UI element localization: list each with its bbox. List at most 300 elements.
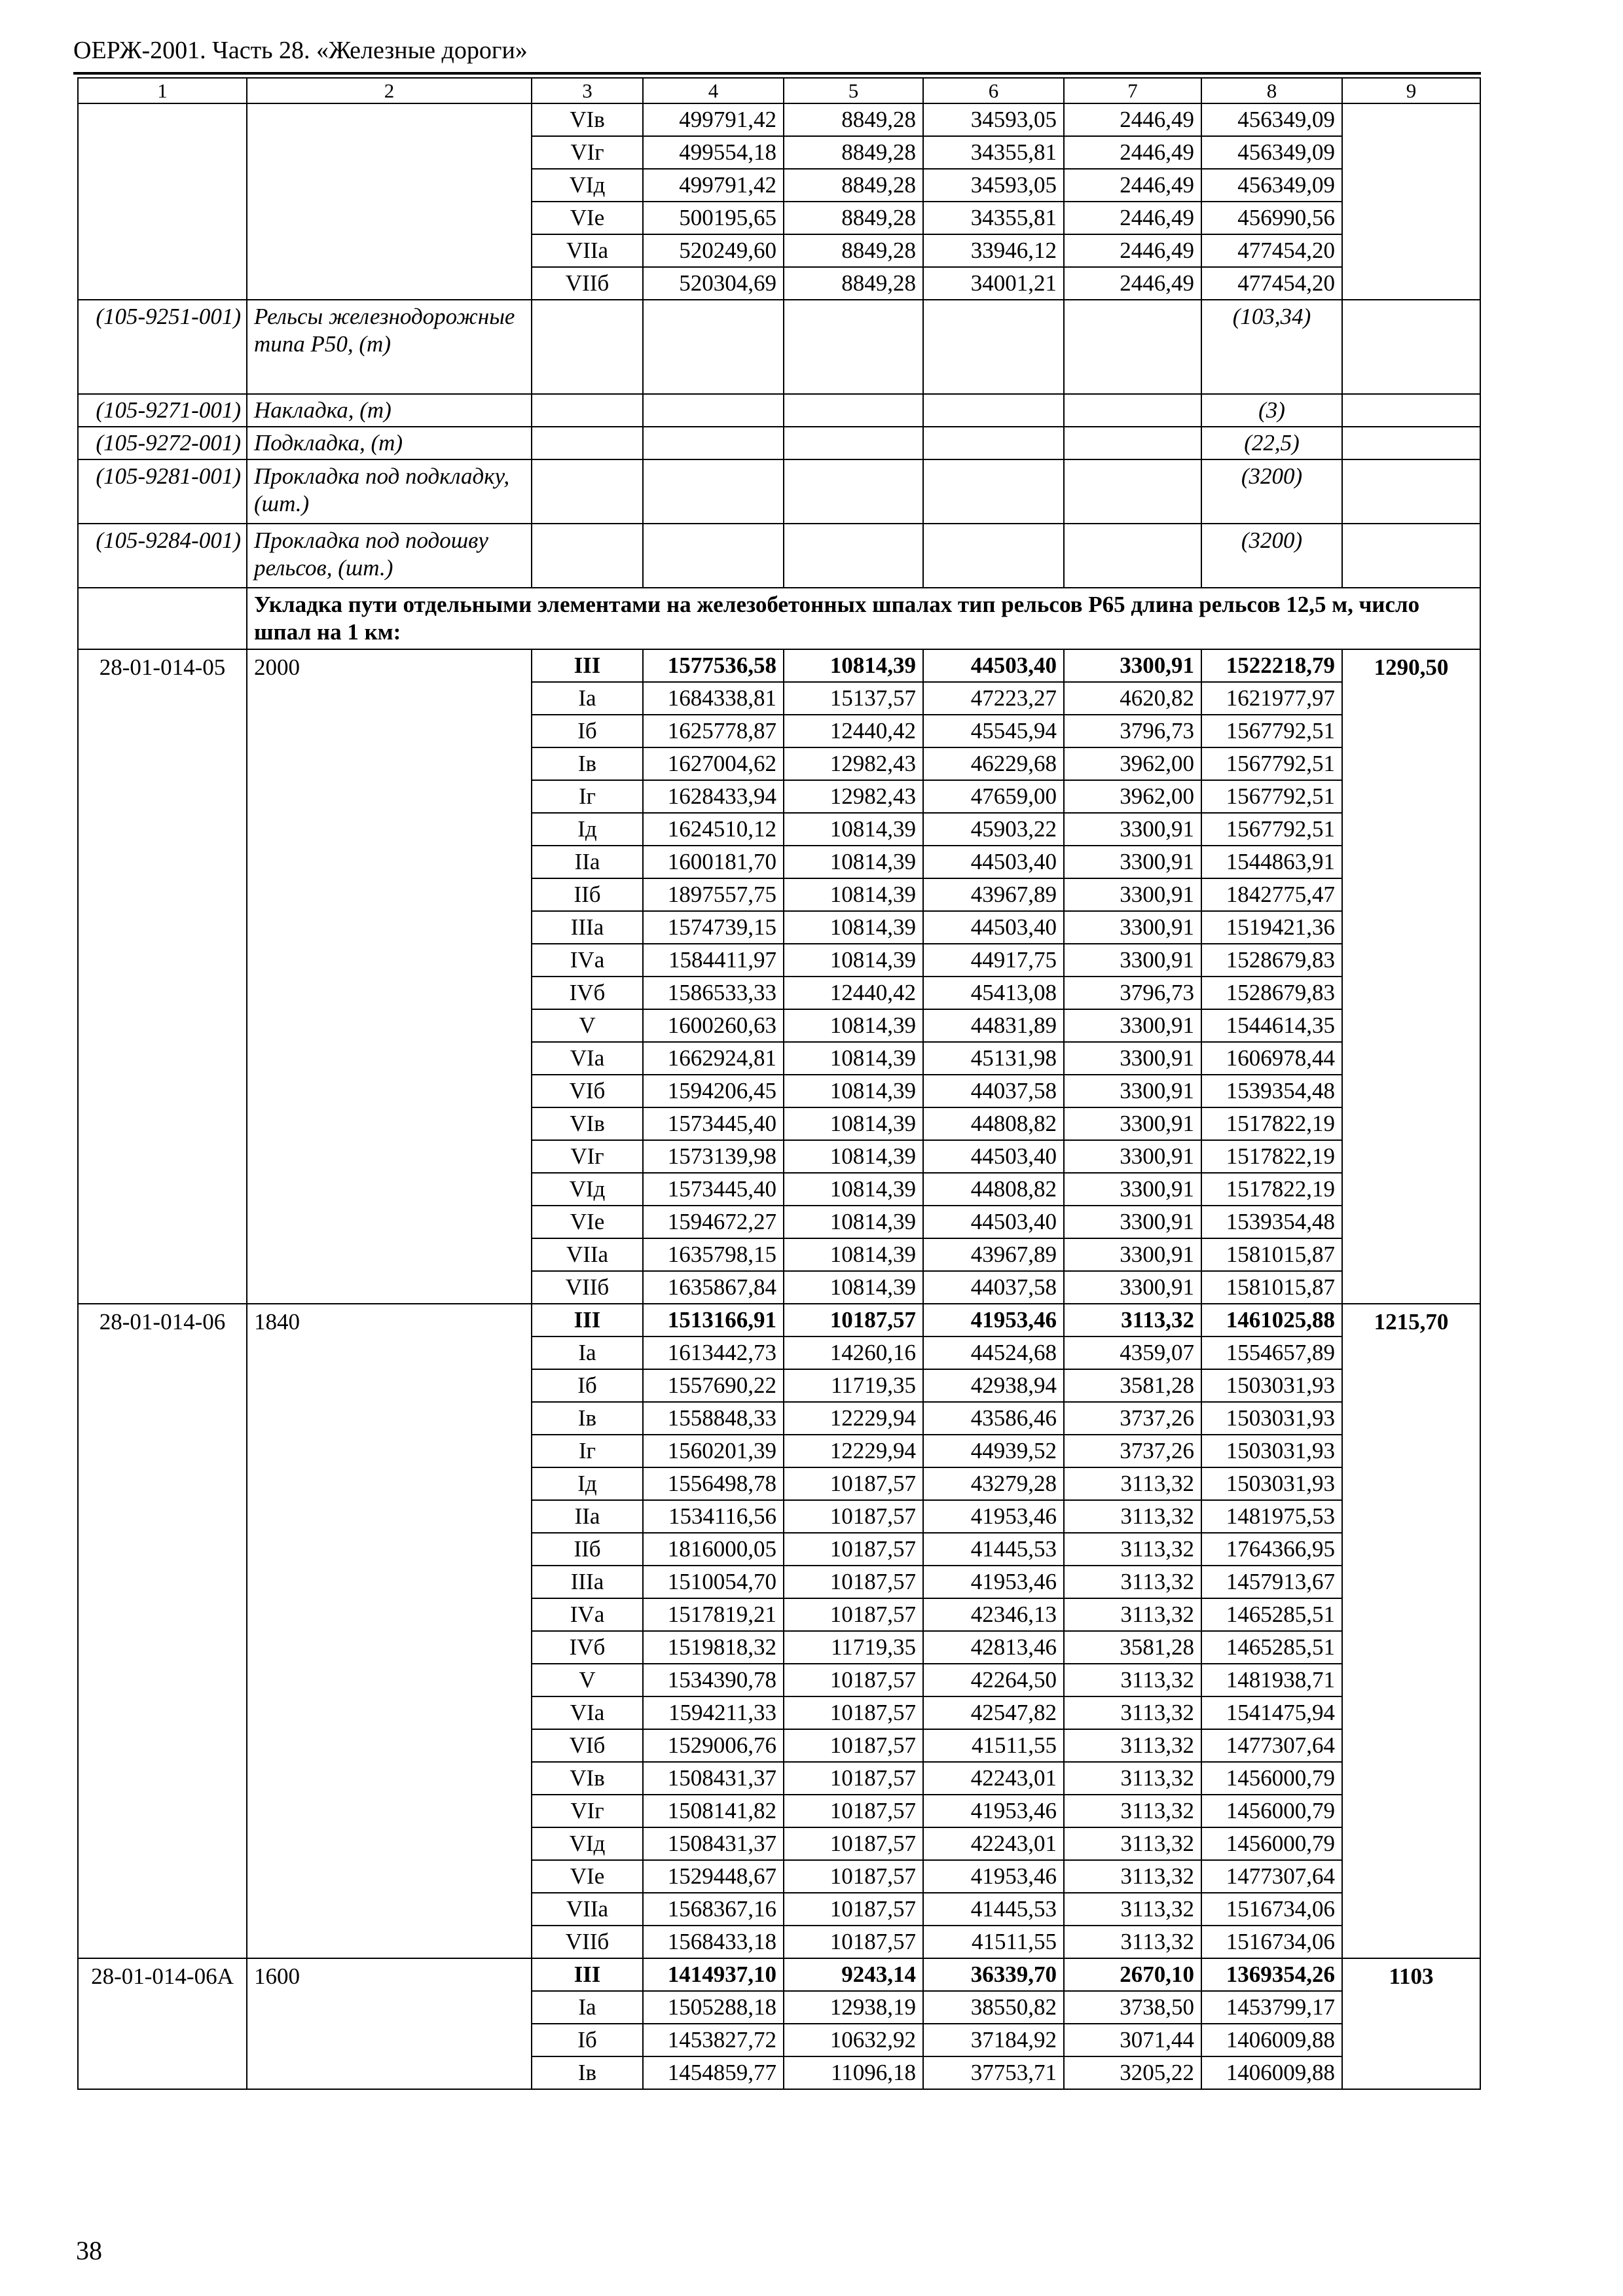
value-cell: 11719,35 — [784, 1631, 923, 1664]
value-cell: 1513166,91 — [643, 1304, 784, 1336]
zone-cell: VIд — [532, 169, 643, 202]
value-cell: 3113,32 — [1064, 1467, 1201, 1500]
value-cell: 44503,40 — [923, 911, 1064, 944]
value-cell: 4359,07 — [1064, 1336, 1201, 1369]
value-cell: 43586,46 — [923, 1402, 1064, 1435]
value-cell: 3962,00 — [1064, 747, 1201, 780]
value-cell: 3300,91 — [1064, 1206, 1201, 1238]
value-cell: 3300,91 — [1064, 846, 1201, 878]
value-cell: 1465285,51 — [1201, 1631, 1342, 1664]
value-cell: 1560201,39 — [643, 1435, 784, 1467]
value-cell: 41953,46 — [923, 1795, 1064, 1827]
value-cell: 2446,49 — [1064, 103, 1201, 136]
value-cell: 1567792,51 — [1201, 780, 1342, 813]
zone-cell: IVб — [532, 1631, 643, 1664]
value-cell: 3113,32 — [1064, 1827, 1201, 1860]
value-cell: 1503031,93 — [1201, 1435, 1342, 1467]
material-name: Накладка, (т) — [247, 394, 532, 427]
value-cell: 1606978,44 — [1201, 1042, 1342, 1075]
material-code: (105-9281-001) — [78, 459, 247, 524]
value-cell: 10814,39 — [784, 1075, 923, 1107]
value-cell: 1627004,62 — [643, 747, 784, 780]
table-row — [78, 1958, 1480, 1991]
material-name: Прокладка под подошву рельсов, (шт.) — [247, 524, 532, 588]
value-cell: 1567792,51 — [1201, 747, 1342, 780]
value-cell: 1529006,76 — [643, 1729, 784, 1762]
value-cell: 1406009,88 — [1201, 2024, 1342, 2056]
empty-cell — [784, 524, 923, 588]
value-cell: 10814,39 — [784, 1238, 923, 1271]
header-rule — [73, 72, 1481, 75]
empty-cell — [1342, 427, 1480, 459]
value-cell: 1528679,83 — [1201, 944, 1342, 977]
value-cell: 10814,39 — [784, 1271, 923, 1304]
value-cell: 44917,75 — [923, 944, 1064, 977]
value-cell: 3113,32 — [1064, 1795, 1201, 1827]
value-cell: 3300,91 — [1064, 1173, 1201, 1206]
value-cell: 43967,89 — [923, 878, 1064, 911]
empty-cell — [1342, 459, 1480, 524]
empty-cell — [532, 300, 643, 394]
zone-cell: VIе — [532, 202, 643, 234]
value-cell: 37753,71 — [923, 2056, 1064, 2089]
zone-cell: Iв — [532, 1402, 643, 1435]
zone-cell: Iб — [532, 1369, 643, 1402]
empty-cell — [1342, 394, 1480, 427]
value-cell: 1573139,98 — [643, 1140, 784, 1173]
page-header: ОЕРЖ-2001. Часть 28. «Железные дороги» — [73, 37, 528, 64]
value-cell: 42547,82 — [923, 1696, 1064, 1729]
value-cell: 44808,82 — [923, 1107, 1064, 1140]
zone-cell: VIг — [532, 136, 643, 169]
empty-cell — [784, 394, 923, 427]
value-cell: 10187,57 — [784, 1566, 923, 1598]
blank-c9-cell — [1342, 103, 1480, 300]
zone-cell: VIг — [532, 1140, 643, 1173]
zone-cell: IIб — [532, 1533, 643, 1566]
table-row — [78, 649, 1480, 682]
column-number: 5 — [784, 78, 923, 103]
material-code: (105-9271-001) — [78, 394, 247, 427]
empty-cell — [78, 588, 247, 649]
value-cell: 3300,91 — [1064, 1140, 1201, 1173]
value-cell: 10814,39 — [784, 649, 923, 682]
value-cell: 1567792,51 — [1201, 813, 1342, 846]
value-cell: 3300,91 — [1064, 1042, 1201, 1075]
value-cell: 1842775,47 — [1201, 878, 1342, 911]
value-cell: 3581,28 — [1064, 1631, 1201, 1664]
value-cell: 46229,68 — [923, 747, 1064, 780]
value-cell: 1557690,22 — [643, 1369, 784, 1402]
value-cell: 3300,91 — [1064, 813, 1201, 846]
zone-cell: VIг — [532, 1795, 643, 1827]
zone-cell: VIе — [532, 1860, 643, 1893]
zone-cell: IVа — [532, 944, 643, 977]
empty-cell — [643, 427, 784, 459]
value-cell: 499791,42 — [643, 169, 784, 202]
value-cell: 10814,39 — [784, 1107, 923, 1140]
value-cell: 1764366,95 — [1201, 1533, 1342, 1566]
value-cell: 1816000,05 — [643, 1533, 784, 1566]
value-cell: 3113,32 — [1064, 1860, 1201, 1893]
material-qty: (3) — [1201, 394, 1342, 427]
value-cell: 1625778,87 — [643, 715, 784, 747]
value-cell: 8849,28 — [784, 103, 923, 136]
value-cell: 456349,09 — [1201, 169, 1342, 202]
value-cell: 3737,26 — [1064, 1435, 1201, 1467]
value-cell: 3113,32 — [1064, 1500, 1201, 1533]
value-cell: 4620,82 — [1064, 682, 1201, 715]
value-cell: 3300,91 — [1064, 649, 1201, 682]
value-cell: 9243,14 — [784, 1958, 923, 1991]
zone-cell: Iа — [532, 1336, 643, 1369]
value-cell: 3300,91 — [1064, 1075, 1201, 1107]
zone-cell: VIа — [532, 1696, 643, 1729]
value-cell: 1635867,84 — [643, 1271, 784, 1304]
table-row — [78, 1304, 1480, 1336]
value-cell: 3300,91 — [1064, 944, 1201, 977]
value-cell: 41953,46 — [923, 1566, 1064, 1598]
empty-cell — [923, 394, 1064, 427]
zone-cell: IVб — [532, 977, 643, 1009]
value-cell: 44503,40 — [923, 1140, 1064, 1173]
value-cell: 42243,01 — [923, 1762, 1064, 1795]
value-cell: 14260,16 — [784, 1336, 923, 1369]
value-cell: 1541475,94 — [1201, 1696, 1342, 1729]
value-cell: 37184,92 — [923, 2024, 1064, 2056]
empty-cell — [923, 524, 1064, 588]
value-cell: 1503031,93 — [1201, 1369, 1342, 1402]
column-number: 6 — [923, 78, 1064, 103]
value-cell: 1517822,19 — [1201, 1107, 1342, 1140]
labor-cost: 1103 — [1342, 1958, 1480, 2089]
value-cell: 1522218,79 — [1201, 649, 1342, 682]
value-cell: 500195,65 — [643, 202, 784, 234]
empty-cell — [643, 459, 784, 524]
zone-cell: Iа — [532, 1991, 643, 2024]
value-cell: 3300,91 — [1064, 1271, 1201, 1304]
zone-cell: VIв — [532, 103, 643, 136]
value-cell: 477454,20 — [1201, 234, 1342, 267]
value-cell: 3113,32 — [1064, 1926, 1201, 1958]
zone-cell: Iд — [532, 1467, 643, 1500]
value-cell: 3300,91 — [1064, 911, 1201, 944]
value-cell: 41511,55 — [923, 1729, 1064, 1762]
value-cell: 10187,57 — [784, 1762, 923, 1795]
value-cell: 8849,28 — [784, 234, 923, 267]
value-cell: 45545,94 — [923, 715, 1064, 747]
norm-code: 28-01-014-06А — [78, 1958, 247, 2089]
value-cell: 10187,57 — [784, 1598, 923, 1631]
value-cell: 1461025,88 — [1201, 1304, 1342, 1336]
zone-cell: V — [532, 1009, 643, 1042]
zone-cell: Iг — [532, 1435, 643, 1467]
value-cell: 1897557,75 — [643, 878, 784, 911]
empty-cell — [1064, 524, 1201, 588]
value-cell: 43967,89 — [923, 1238, 1064, 1271]
zone-cell: VIIа — [532, 234, 643, 267]
zone-cell: IIа — [532, 1500, 643, 1533]
value-cell: 10814,39 — [784, 846, 923, 878]
zone-cell: IIIа — [532, 911, 643, 944]
value-cell: 8849,28 — [784, 169, 923, 202]
value-cell: 3113,32 — [1064, 1664, 1201, 1696]
value-cell: 1581015,87 — [1201, 1271, 1342, 1304]
value-cell: 12440,42 — [784, 715, 923, 747]
column-number: 9 — [1342, 78, 1480, 103]
value-cell: 2446,49 — [1064, 169, 1201, 202]
value-cell: 34593,05 — [923, 103, 1064, 136]
value-cell: 10814,39 — [784, 813, 923, 846]
value-cell: 456990,56 — [1201, 202, 1342, 234]
zone-cell: VIд — [532, 1173, 643, 1206]
labor-cost: 1215,70 — [1342, 1304, 1480, 1958]
zone-cell: Iд — [532, 813, 643, 846]
value-cell: 45903,22 — [923, 813, 1064, 846]
zone-cell: III — [532, 1304, 643, 1336]
column-number: 2 — [247, 78, 532, 103]
value-cell: 1457913,67 — [1201, 1566, 1342, 1598]
value-cell: 12229,94 — [784, 1402, 923, 1435]
value-cell: 3113,32 — [1064, 1696, 1201, 1729]
value-cell: 44037,58 — [923, 1271, 1064, 1304]
value-cell: 12982,43 — [784, 747, 923, 780]
zone-cell: VIв — [532, 1762, 643, 1795]
value-cell: 3738,50 — [1064, 1991, 1201, 2024]
value-cell: 42938,94 — [923, 1369, 1064, 1402]
value-cell: 520249,60 — [643, 234, 784, 267]
table-row — [78, 103, 1480, 136]
value-cell: 43279,28 — [923, 1467, 1064, 1500]
zone-cell: IIIа — [532, 1566, 643, 1598]
value-cell: 3300,91 — [1064, 878, 1201, 911]
value-cell: 3113,32 — [1064, 1893, 1201, 1926]
material-code: (105-9272-001) — [78, 427, 247, 459]
value-cell: 1613442,73 — [643, 1336, 784, 1369]
empty-cell — [923, 459, 1064, 524]
zone-cell: IIа — [532, 846, 643, 878]
value-cell: 42243,01 — [923, 1827, 1064, 1860]
value-cell: 38550,82 — [923, 1991, 1064, 2024]
value-cell: 499791,42 — [643, 103, 784, 136]
value-cell: 3113,32 — [1064, 1598, 1201, 1631]
value-cell: 1508141,82 — [643, 1795, 784, 1827]
value-cell: 1624510,12 — [643, 813, 784, 846]
value-cell: 34355,81 — [923, 202, 1064, 234]
value-cell: 3962,00 — [1064, 780, 1201, 813]
column-number: 3 — [532, 78, 643, 103]
value-cell: 1456000,79 — [1201, 1795, 1342, 1827]
value-cell: 3796,73 — [1064, 977, 1201, 1009]
value-cell: 1453799,17 — [1201, 1991, 1342, 2024]
value-cell: 1594211,33 — [643, 1696, 784, 1729]
value-cell: 1581015,87 — [1201, 1238, 1342, 1271]
empty-cell — [1342, 300, 1480, 394]
empty-cell — [784, 427, 923, 459]
value-cell: 1503031,93 — [1201, 1402, 1342, 1435]
value-cell: 41511,55 — [923, 1926, 1064, 1958]
value-cell: 42813,46 — [923, 1631, 1064, 1664]
value-cell: 44037,58 — [923, 1075, 1064, 1107]
value-cell: 10187,57 — [784, 1860, 923, 1893]
material-name: Рельсы железнодорожные типа Р50, (т) — [247, 300, 532, 394]
value-cell: 1529448,67 — [643, 1860, 784, 1893]
value-cell: 1481975,53 — [1201, 1500, 1342, 1533]
empty-cell — [643, 300, 784, 394]
value-cell: 1662924,81 — [643, 1042, 784, 1075]
value-cell: 10814,39 — [784, 1140, 923, 1173]
empty-cell — [784, 300, 923, 394]
value-cell: 12938,19 — [784, 1991, 923, 2024]
value-cell: 1517819,21 — [643, 1598, 784, 1631]
material-row — [78, 300, 1480, 394]
value-cell: 1519421,36 — [1201, 911, 1342, 944]
value-cell: 3071,44 — [1064, 2024, 1201, 2056]
value-cell: 34355,81 — [923, 136, 1064, 169]
material-code: (105-9284-001) — [78, 524, 247, 588]
blank-name-cell — [247, 103, 532, 300]
value-cell: 499554,18 — [643, 136, 784, 169]
value-cell: 520304,69 — [643, 267, 784, 300]
value-cell: 1594206,45 — [643, 1075, 784, 1107]
value-cell: 12440,42 — [784, 977, 923, 1009]
material-qty: (3200) — [1201, 524, 1342, 588]
material-qty: (3200) — [1201, 459, 1342, 524]
empty-cell — [532, 459, 643, 524]
price-table — [77, 77, 1481, 2090]
value-cell: 12982,43 — [784, 780, 923, 813]
value-cell: 10814,39 — [784, 944, 923, 977]
value-cell: 34593,05 — [923, 169, 1064, 202]
value-cell: 1477307,64 — [1201, 1860, 1342, 1893]
value-cell: 10814,39 — [784, 1173, 923, 1206]
value-cell: 42264,50 — [923, 1664, 1064, 1696]
empty-cell — [923, 427, 1064, 459]
norm-code: 28-01-014-05 — [78, 649, 247, 1304]
empty-cell — [1342, 524, 1480, 588]
value-cell: 44503,40 — [923, 649, 1064, 682]
value-cell: 41445,53 — [923, 1893, 1064, 1926]
zone-cell: VIIа — [532, 1893, 643, 1926]
value-cell: 2446,49 — [1064, 234, 1201, 267]
value-cell: 10187,57 — [784, 1926, 923, 1958]
value-cell: 1567792,51 — [1201, 715, 1342, 747]
value-cell: 34001,21 — [923, 267, 1064, 300]
value-cell: 10187,57 — [784, 1696, 923, 1729]
value-cell: 1544863,91 — [1201, 846, 1342, 878]
empty-cell — [923, 300, 1064, 394]
value-cell: 1556498,78 — [643, 1467, 784, 1500]
value-cell: 1539354,48 — [1201, 1206, 1342, 1238]
empty-cell — [532, 394, 643, 427]
value-cell: 1517822,19 — [1201, 1140, 1342, 1173]
column-number: 4 — [643, 78, 784, 103]
value-cell: 1573445,40 — [643, 1107, 784, 1140]
value-cell: 11719,35 — [784, 1369, 923, 1402]
labor-cost: 1290,50 — [1342, 649, 1480, 1304]
value-cell: 10814,39 — [784, 1009, 923, 1042]
value-cell: 1573445,40 — [643, 1173, 784, 1206]
empty-cell — [1064, 394, 1201, 427]
value-cell: 1635798,15 — [643, 1238, 784, 1271]
value-cell: 3113,32 — [1064, 1533, 1201, 1566]
material-name: Подкладка, (т) — [247, 427, 532, 459]
value-cell: 1456000,79 — [1201, 1762, 1342, 1795]
value-cell: 10187,57 — [784, 1827, 923, 1860]
zone-cell: VIб — [532, 1729, 643, 1762]
value-cell: 1594672,27 — [643, 1206, 784, 1238]
value-cell: 10187,57 — [784, 1533, 923, 1566]
zone-cell: VIд — [532, 1827, 643, 1860]
norm-spec: 1840 — [247, 1304, 532, 1958]
value-cell: 1481938,71 — [1201, 1664, 1342, 1696]
value-cell: 8849,28 — [784, 202, 923, 234]
empty-cell — [532, 427, 643, 459]
value-cell: 1508431,37 — [643, 1827, 784, 1860]
value-cell: 44503,40 — [923, 846, 1064, 878]
material-row — [78, 427, 1480, 459]
zone-cell: IVа — [532, 1598, 643, 1631]
empty-cell — [784, 459, 923, 524]
empty-cell — [643, 524, 784, 588]
value-cell: 42346,13 — [923, 1598, 1064, 1631]
material-row — [78, 394, 1480, 427]
zone-cell: VIа — [532, 1042, 643, 1075]
zone-cell: VIв — [532, 1107, 643, 1140]
value-cell: 1456000,79 — [1201, 1827, 1342, 1860]
value-cell: 41953,46 — [923, 1304, 1064, 1336]
value-cell: 10187,57 — [784, 1664, 923, 1696]
material-row — [78, 524, 1480, 588]
value-cell: 1600181,70 — [643, 846, 784, 878]
value-cell: 1454859,77 — [643, 2056, 784, 2089]
value-cell: 1558848,33 — [643, 1402, 784, 1435]
value-cell: 1505288,18 — [643, 1991, 784, 2024]
value-cell: 1577536,58 — [643, 649, 784, 682]
value-cell: 3113,32 — [1064, 1566, 1201, 1598]
value-cell: 2670,10 — [1064, 1958, 1201, 1991]
value-cell: 1369354,26 — [1201, 1958, 1342, 1991]
norm-code: 28-01-014-06 — [78, 1304, 247, 1958]
value-cell: 477454,20 — [1201, 267, 1342, 300]
norm-spec: 1600 — [247, 1958, 532, 2089]
value-cell: 47659,00 — [923, 780, 1064, 813]
value-cell: 1519818,32 — [643, 1631, 784, 1664]
value-cell: 1568367,16 — [643, 1893, 784, 1926]
column-number-row — [78, 78, 1480, 103]
value-cell: 1508431,37 — [643, 1762, 784, 1795]
value-cell: 10814,39 — [784, 911, 923, 944]
value-cell: 3205,22 — [1064, 2056, 1201, 2089]
value-cell: 10187,57 — [784, 1893, 923, 1926]
page-number: 38 — [76, 2236, 102, 2265]
empty-cell — [1064, 427, 1201, 459]
value-cell: 1554657,89 — [1201, 1336, 1342, 1369]
value-cell: 1510054,70 — [643, 1566, 784, 1598]
value-cell: 3796,73 — [1064, 715, 1201, 747]
norm-spec: 2000 — [247, 649, 532, 1304]
value-cell: 3300,91 — [1064, 1009, 1201, 1042]
value-cell: 3300,91 — [1064, 1107, 1201, 1140]
material-qty: (22,5) — [1201, 427, 1342, 459]
zone-cell: Iа — [532, 682, 643, 715]
value-cell: 10187,57 — [784, 1467, 923, 1500]
value-cell: 1600260,63 — [643, 1009, 784, 1042]
value-cell: 8849,28 — [784, 136, 923, 169]
value-cell: 456349,09 — [1201, 103, 1342, 136]
value-cell: 3113,32 — [1064, 1762, 1201, 1795]
zone-cell: Iб — [532, 715, 643, 747]
